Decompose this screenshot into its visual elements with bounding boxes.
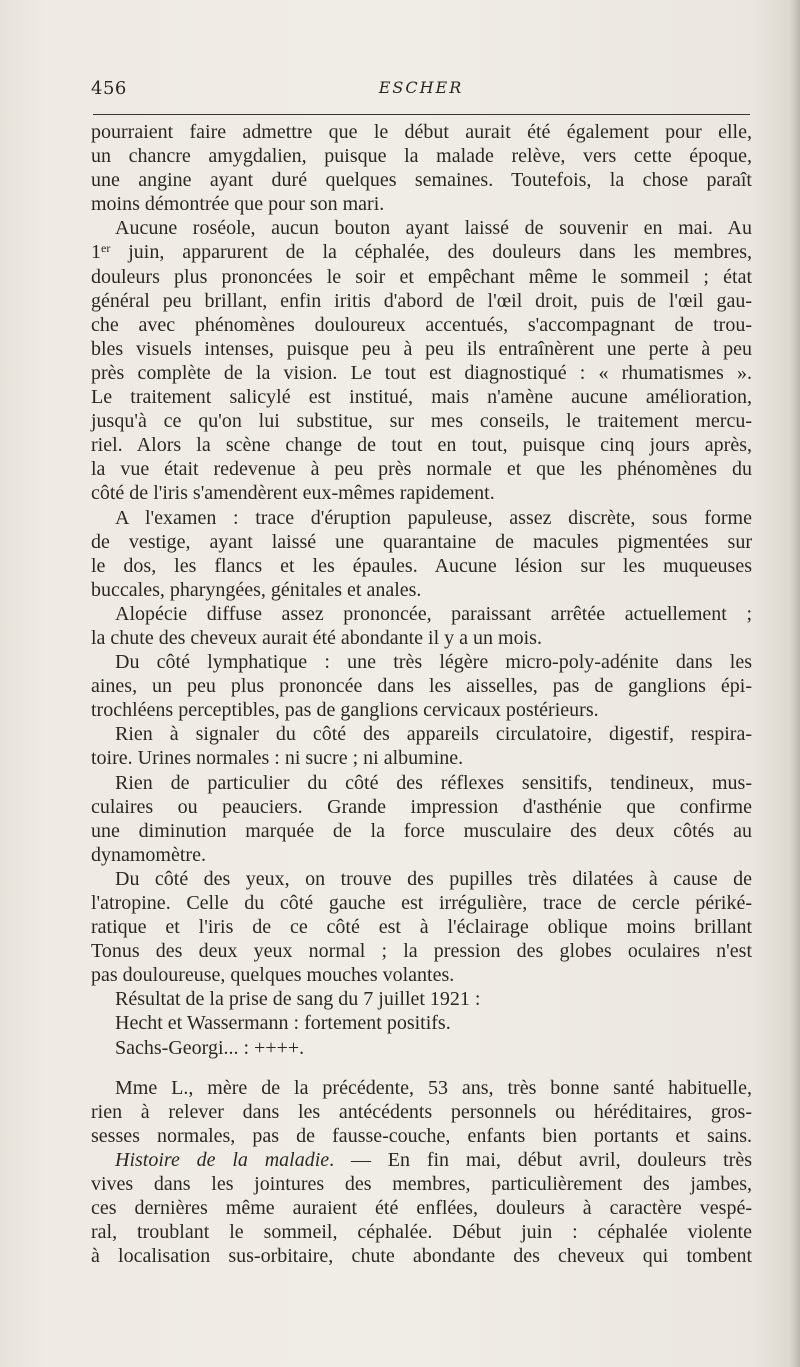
- text-line: une angine ayant duré quelques semaines. Toutefois, la chose paraît: [91, 169, 752, 192]
- text-line: le dos, les flancs et les épaules. Aucune lésion sur les muqueuses: [91, 554, 752, 577]
- text-line: l'atropine. Celle du côté gauche est irrégulière, trace de cercle périké-: [91, 892, 752, 914]
- text-line: sesses normales, pas de fausse-couche, enfants bien portants et sains.: [91, 1124, 752, 1147]
- text-line: une diminution marquée de la force musculaire des deux côtés au: [91, 819, 752, 842]
- text-line: A l'examen : trace d'éruption papuleuse, assez discrète, sous forme: [115, 506, 752, 529]
- text-line: Histoire de la maladie. — En fin mai, début avril, douleurs très: [115, 1148, 752, 1171]
- text-line: général peu brillant, enfin iritis d'abord de l'œil droit, puis de l'œil gau-: [91, 289, 752, 312]
- text-line: la chute des cheveux aurait été abondante il y a un mois.: [91, 626, 542, 649]
- header-rule: [93, 114, 750, 115]
- text-line: pas douloureuse, quelques mouches volantes.: [91, 964, 455, 987]
- text-line: Aucune roséole, aucun bouton ayant laissé de souvenir en mai. Au: [115, 217, 752, 240]
- text-line: aines, un peu plus prononcée dans les aisselles, pas de ganglions épi-: [91, 675, 752, 698]
- text-line: Mme L., mère de la précédente, 53 ans, très bonne santé habituelle,: [115, 1076, 752, 1099]
- text-line: Du côté lymphatique : une très légère micro-poly-adénite dans les: [115, 651, 752, 674]
- text-line: Tonus des deux yeux normal ; la pression des globes oculaires n'est: [91, 940, 752, 963]
- text-line: Le traitement salicylé est institué, mais n'amène aucune amélioration,: [91, 386, 752, 409]
- text-line: pourraient faire admettre que le début aurait été également pour elle,: [91, 121, 752, 143]
- text-line: ral, troublant le sommeil, céphalée. Début juin : céphalée violente: [91, 1221, 752, 1244]
- text-line: Rien de particulier du côté des réflexes sensitifs, tendineux, mus-: [115, 771, 752, 794]
- text-line: Hecht et Wassermann : fortement positifs.: [115, 1012, 451, 1035]
- text-line: jusqu'à ce qu'on lui substitue, sur mes conseils, le traitement mercu-: [91, 410, 752, 433]
- text-line: trochléens perceptibles, pas de ganglions cervicaux postérieurs.: [91, 699, 599, 722]
- text-line: rien à relever dans les antécédents personnels ou héréditaires, gros-: [91, 1100, 752, 1123]
- page-header: [91, 78, 751, 106]
- text-line: buccales, pharyngées, génitales et anales.: [91, 578, 422, 601]
- text-line: vives dans les jointures des membres, particulièrement des jambes,: [91, 1173, 752, 1196]
- text-line: riel. Alors la scène change de tout en tout, puisque cinq jours après,: [91, 434, 752, 457]
- text-line: un chancre amygdalien, puisque la malade relève, vers cette époque,: [91, 145, 752, 168]
- text-line: che avec phénomènes douloureux accentués, s'accompagnant de trou-: [91, 313, 752, 336]
- text-line: Alopécie diffuse assez prononcée, paraissant arrêtée actuellement ;: [115, 602, 752, 625]
- paragraph-gap: [91, 1060, 752, 1076]
- text-line: de vestige, ayant laissé une quarantaine de macules pigmentées sur: [91, 530, 752, 553]
- text-line: bles visuels intenses, puisque peu à peu ils entraînèrent une perte à peu: [91, 337, 752, 360]
- text-line: 1er juin, apparurent de la céphalée, des douleurs dans les membres,: [91, 241, 752, 264]
- text-line: côté de l'iris s'amendèrent eux-mêmes rapidement.: [91, 482, 495, 505]
- text-line: à localisation sus-orbitaire, chute abondante des cheveux qui tombent: [91, 1245, 752, 1268]
- text-line: Rien à signaler du côté des appareils circulatoire, digestif, respira-: [115, 723, 752, 746]
- text-line: près complète de la vision. Le tout est diagnostiqué : « rhumatismes ».: [91, 361, 752, 384]
- text-line: culaires ou peauciers. Grande impression d'asthénie que confirme: [91, 795, 752, 818]
- page-number: 456: [91, 78, 127, 99]
- text-line: dynamomètre.: [91, 843, 206, 866]
- text-line: ratique et l'iris de ce côté est à l'éclairage oblique moins brillant: [91, 916, 752, 939]
- text-line: Sachs-Georgi... : ++++.: [115, 1036, 305, 1059]
- text-line: moins démontrée que pour son mari.: [91, 193, 385, 216]
- text-line: douleurs plus prononcées le soir et empêchant même le sommeil ; état: [91, 265, 752, 288]
- body-text: [91, 120, 752, 1268]
- page-edge-shadow: [790, 0, 800, 1367]
- text-line: Résultat de la prise de sang du 7 juillet 1921 :: [115, 988, 481, 1011]
- running-head: ESCHER: [378, 78, 464, 97]
- text-line: ces dernières même auraient été enflées, douleurs à caractère vespé-: [91, 1197, 752, 1220]
- text-line: la vue était redevenue à peu près normale et que les phénomènes du: [91, 458, 752, 481]
- text-line: toire. Urines normales : ni sucre ; ni albumine.: [91, 747, 464, 770]
- text-line: Du côté des yeux, on trouve des pupilles très dilatées à cause de: [115, 867, 752, 890]
